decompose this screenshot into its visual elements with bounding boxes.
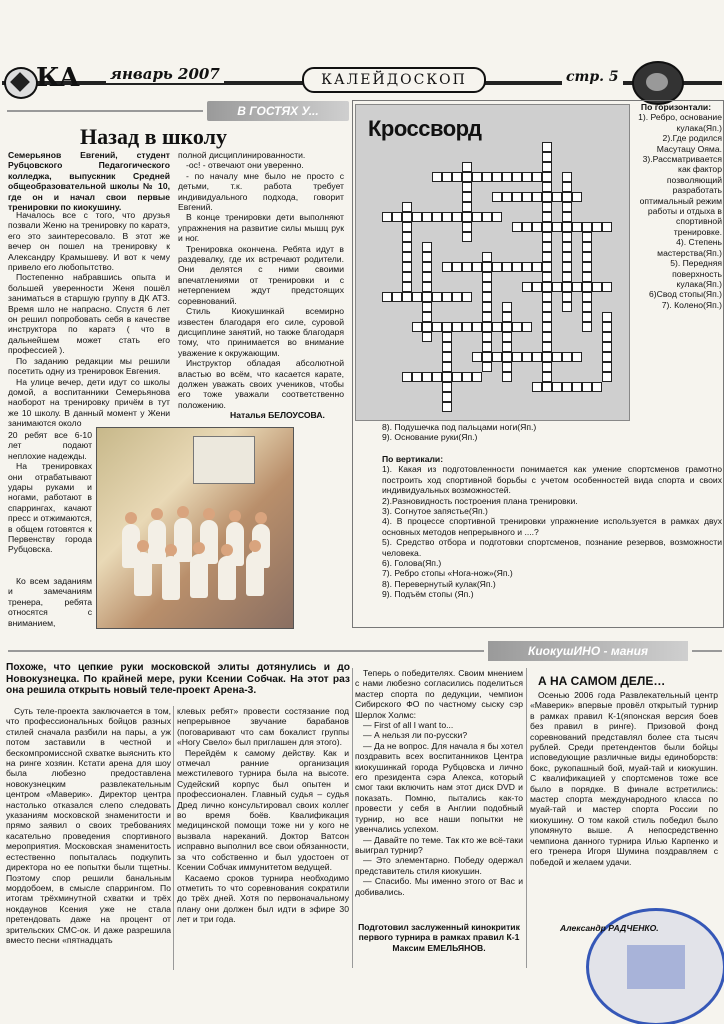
crossword-cell <box>472 262 482 272</box>
crossword-cell <box>402 232 412 242</box>
crossword-cell <box>502 302 512 312</box>
article1-col1 <box>8 210 170 429</box>
crossword-cell <box>582 232 592 242</box>
crossword-cell <box>522 282 532 292</box>
crossword-cell <box>462 192 472 202</box>
crossword-cell <box>402 252 412 262</box>
crossword-cell <box>482 322 492 332</box>
crossword-cell <box>562 272 572 282</box>
child-figure <box>165 544 177 556</box>
wall-poster <box>193 436 255 484</box>
crossword-cell <box>562 222 572 232</box>
crossword-cell <box>402 292 412 302</box>
child-figure <box>229 510 241 522</box>
crossword-cell <box>442 372 452 382</box>
clue: 8). Перевернутый кулак(Яп.) <box>382 578 496 589</box>
crossword-cell <box>442 212 452 222</box>
crossword-cell <box>462 212 472 222</box>
crossword-cell <box>542 322 552 332</box>
crossword-cell <box>422 252 432 262</box>
banner-mania: КиокушИНО - мания <box>488 641 688 661</box>
crossword-cell <box>542 182 552 192</box>
paragraph: — Давайте по теме. Так кто же всё-таки выиграл турнир? <box>355 834 523 855</box>
paragraph: На тренировках они отрабатывают удары руками и ногами, работают в спаррингах, качают пресс и отжимаются, в общем готовятся к Первенству города Рубцовска. <box>8 461 92 555</box>
clue: 6)Свод стопы(Яп.) <box>648 289 722 300</box>
crossword-cell <box>412 322 422 332</box>
crossword-cell <box>422 262 432 272</box>
article2-col1 <box>6 706 171 945</box>
crossword-cell <box>512 172 522 182</box>
crossword-cell <box>572 192 582 202</box>
article1-col1b <box>8 430 92 555</box>
crossword-cell <box>502 362 512 372</box>
section-name: КАЛЕЙДОСКОП <box>302 67 486 93</box>
crossword-cell <box>582 292 592 302</box>
crossword-cell <box>562 252 572 262</box>
crossword-cell <box>402 222 412 232</box>
crossword-cell <box>602 332 612 342</box>
child-figure <box>162 556 180 600</box>
article1-lead: Семерьянов Евгений, студент Рубцовского Педагогического колледжа, выпускник Средней общеобразовательной школы № 10, где он и начал свои первые тренировки по киокушину. <box>8 150 170 213</box>
crossword-cell <box>402 262 412 272</box>
crossword-cell <box>562 242 572 252</box>
crossword-cell <box>522 322 532 332</box>
crossword-cell <box>572 382 582 392</box>
crossword-cell <box>442 402 452 412</box>
crossword-cell <box>422 212 432 222</box>
crossword-cell <box>452 172 462 182</box>
crossword-cell <box>462 172 472 182</box>
crossword-cell <box>572 352 582 362</box>
crossword-cell <box>412 292 422 302</box>
child-figure <box>203 508 215 520</box>
crossword-cell <box>552 192 562 202</box>
article3-author: Александр РАДЧЕНКО. <box>560 923 659 933</box>
paragraph: полной дисциплинированности. <box>178 150 306 160</box>
article1-col1c <box>8 576 92 628</box>
crossword-cell <box>542 282 552 292</box>
child-figure <box>177 506 189 518</box>
issue-date: январь 2007 <box>106 65 224 83</box>
crossword-cell <box>562 302 572 312</box>
crossword-cell <box>562 232 572 242</box>
crossword-cell <box>562 262 572 272</box>
crossword-cell <box>452 322 462 332</box>
paragraph: По заданию редакции мы решили посетить одну из тренировок Евгения. <box>8 355 170 377</box>
crossword-cell <box>462 222 472 232</box>
crossword-cell <box>422 372 432 382</box>
crossword-cell <box>582 252 592 262</box>
child-figure <box>151 508 163 520</box>
crossword-cell <box>562 292 572 302</box>
crossword-grid <box>382 110 626 410</box>
crossword-cell <box>442 332 452 342</box>
crossword-cell <box>482 212 492 222</box>
crossword-cell <box>532 192 542 202</box>
clues-heading: По вертикали: <box>382 454 444 464</box>
paragraph: Перейдём к самому действу. Как и отмечал ранние организация межстилевого турнира была на высоте. Судейский корпус был опытен и профессионален. Главный судья – судья Дред лично консультировал своих коллег во время боёв. Квалификация медицинской помощи тоже ни у кого не вызвала нареканий. Доктор Ватсон исправно выполнил все свои обязанности, за что собственно и был удостоен от Ксении Собчак иммунитетом ведущей. <box>177 747 349 873</box>
crossword-cell <box>502 332 512 342</box>
crossword-cell <box>582 322 592 332</box>
crossword-cell <box>582 262 592 272</box>
crossword-cell <box>482 302 492 312</box>
crossword-cell <box>562 212 572 222</box>
crossword-cell <box>462 202 472 212</box>
crossword-horizontal-more <box>382 422 722 443</box>
clue: 5). Передняя поверхность кулака(Яп.) <box>670 258 722 289</box>
crossword-cell <box>402 202 412 212</box>
crossword-horizontal-clues <box>630 102 722 310</box>
article2-credit: Подготовил заслуженный кинокритик первого турнира в рамках правил К-1 Максим ЕМЕЛЬЯНОВ. <box>358 922 520 953</box>
clue: 4). В процессе спортивной тренировки упражнение используется в рамках двух основных методов непрерывного и ....? <box>382 516 722 537</box>
crossword-cell <box>542 172 552 182</box>
masthead <box>2 63 722 99</box>
crossword-cell <box>472 172 482 182</box>
clue: 4). Степень мастерства(Яп.) <box>657 237 722 258</box>
crossword-cell <box>422 302 432 312</box>
crossword-cell <box>562 382 572 392</box>
crossword-cell <box>502 342 512 352</box>
clue: 9). Основание руки(Яп.) <box>382 432 478 443</box>
crossword-cell <box>442 262 452 272</box>
crossword-cell <box>492 212 502 222</box>
crossword-cell <box>532 282 542 292</box>
clue: 7). Колено(Яп.) <box>661 299 722 310</box>
paragraph: Тренировка окончена. Ребята идут в раздевалку, где их встречают родители. Они делятся с ними своими впечатлениями от тренировки и с нетерпением ждут предстоящих соревнований. <box>178 243 344 306</box>
crossword-cell <box>542 382 552 392</box>
crossword-cell <box>542 202 552 212</box>
crossword-cell <box>542 212 552 222</box>
crossword-cell <box>442 322 452 332</box>
crossword-cell <box>512 222 522 232</box>
paragraph: Началось все с того, что друзья позвали Женю на тренировку по каратэ, его это заинтересовало. В этот же вечер он пошел на тренировку к Александру Крамышеву. И вот к чему привело его любопытство. <box>8 210 170 273</box>
crossword-cell <box>542 292 552 302</box>
crossword-cell <box>542 242 552 252</box>
article3-body <box>530 690 718 867</box>
crossword-cell <box>522 262 532 272</box>
crossword-cell <box>602 372 612 382</box>
crossword-cell <box>442 172 452 182</box>
child-figure <box>255 512 267 524</box>
crossword-cell <box>542 272 552 282</box>
paragraph: 20 ребят все 6-10 лет подают неплохие надежды. <box>8 430 92 461</box>
paragraph: — А нельзя ли по-русски? <box>363 730 468 741</box>
crossword-cell <box>432 322 442 332</box>
crossword-cell <box>582 222 592 232</box>
paragraph: клевых ребят» провести состязание под непрерывное звучание барабанов (поговаривают что сам бокалист группы «Ногу Свело» был приглашен для этого). <box>177 706 349 748</box>
crossword-cell <box>542 362 552 372</box>
crossword-cell <box>522 352 532 362</box>
mascot-icon <box>632 61 684 105</box>
paragraph: — First of all I want to... <box>363 720 454 731</box>
crossword-cell <box>432 292 442 302</box>
paragraph: Осенью 2006 года Развлекательный центр «Маверик» впервые провёл открытый турнир в рамках правил К-1(японская версия боев без правил в ринге). Призовой фонд соревнований представлял более ста тысяч рублей. Среди претендентов были бойцы исповедующие различные виды единоборств: бокс, рукопашный бой, муай-тай и киокушин. С квалификацией у спортсменов тоже все было в порядке. В финале встретились: мастер спорта международного класса по муай-тай и мастер спорта России по киокушину. О том какой стиль победил было упомянуто выше. А непосредственно чемпиона данного турнира Илью Карпенко и его тренера Игоря Шумина поздравляем с победой и желаем удачи. <box>530 690 718 867</box>
crossword-cell <box>512 262 522 272</box>
crossword-cell <box>552 352 562 362</box>
crossword-cell <box>482 272 492 282</box>
crossword-cell <box>472 352 482 362</box>
paragraph: На улице вечер, дети идут со школы домой, а воспитанники Семерьянова наоборот на тренировку причём в тут же 10 школу. В данный момент у Жени занимаются около <box>8 376 170 429</box>
crossword-cell <box>472 372 482 382</box>
crossword-cell <box>532 222 542 232</box>
crossword-cell <box>542 342 552 352</box>
article2-col2 <box>177 706 349 925</box>
crossword-cell <box>582 302 592 312</box>
crossword-cell <box>582 312 592 322</box>
child-figure <box>193 542 205 554</box>
clue: 8). Подушечка под пальцами ноги(Яп.) <box>382 422 537 432</box>
crossword-cell <box>522 192 532 202</box>
crossword-cell <box>532 172 542 182</box>
crossword-cell <box>452 212 462 222</box>
crossword-cell <box>402 242 412 252</box>
crossword-cell <box>382 212 392 222</box>
paragraph: Теперь о победителях. Своим мнением с нами любезно согласились поделиться мастер спорта по дедукции, чемпион Сибирского ФО по частному сыску сэр Шерлок Холмс: <box>355 668 523 720</box>
paragraph: — Да не вопрос. Для начала я бы хотел поздравить всех воспитанников Центра киокушинкай города Рубцовска и лично его президента сэра Алекса, который смог таки включить нам этот диск DVD и показать. Помню, пытались как-то провести у себя в Англии подобный турнир, но все наши попытки не увенчались успехом. <box>355 740 523 835</box>
crossword-cell <box>462 182 472 192</box>
crossword-cell <box>432 172 442 182</box>
crossword-cell <box>542 332 552 342</box>
crossword-cell <box>602 282 612 292</box>
crossword-cell <box>462 232 472 242</box>
crossword-cell <box>402 282 412 292</box>
clue: 7). Ребро стопы «Нога-нож»(Яп.) <box>382 568 513 579</box>
article2-col3 <box>355 668 523 897</box>
crossword-cell <box>552 282 562 292</box>
crossword-cell <box>532 382 542 392</box>
child-figure <box>125 512 137 524</box>
crossword-cell <box>492 172 502 182</box>
crossword-cell <box>542 162 552 172</box>
crossword-cell <box>422 292 432 302</box>
child-figure <box>190 554 208 598</box>
clue: 1). Какая из подготовленности понимается как умение спортсменов грамотно построить ход спортивной борьбы с учетом особенностей вида спорта и своих индивидуальных возможностей. <box>382 464 722 496</box>
crossword-cell <box>502 192 512 202</box>
crossword-cell <box>482 172 492 182</box>
crossword-cell <box>392 292 402 302</box>
crossword-cell <box>412 372 422 382</box>
paragraph: — Спасибо. Мы именно этого от Вас и добивались. <box>355 876 523 897</box>
crossword-cell <box>582 242 592 252</box>
crossword-cell <box>472 212 482 222</box>
crossword-cell <box>492 262 502 272</box>
clue: 5). Средство отбора и подготовки спортсменов, познание резервов, возможности человека. <box>382 537 722 558</box>
child-figure <box>218 556 236 600</box>
crossword-cell <box>542 262 552 272</box>
crossword-cell <box>482 332 492 342</box>
child-figure <box>137 540 149 552</box>
paragraph: Инструктор обладая абсолютной властью во всём, что касается карате, должен уважать своих учеников, чтобы его тоже уважали соответственно положению. <box>178 358 344 410</box>
paragraph: В конце тренировки дети выполняют упражнения на развитие силы мышц рук и ног. <box>178 212 344 244</box>
crossword-cell <box>472 322 482 332</box>
crossword-cell <box>542 192 552 202</box>
crossword-cell <box>482 352 492 362</box>
crossword-cell <box>512 192 522 202</box>
crossword-cell <box>452 372 462 382</box>
crossword-cell <box>452 262 462 272</box>
paragraph: Ко всем заданиям и замечаниям тренера, ребята относятся с вниманием, <box>8 576 92 628</box>
crossword-cell <box>522 222 532 232</box>
crossword-cell <box>502 172 512 182</box>
crossword-cell <box>542 152 552 162</box>
crossword-cell <box>382 292 392 302</box>
article2-lead: Похоже, что цепкие руки московской элиты дотянулись и до Новокузнецка. По крайней мере, руки Ксении Собчак. На этот раз она решила открыть новый теле-проект Арена-3. <box>6 662 350 697</box>
article1-title: Назад в школу <box>80 124 227 149</box>
paragraph: Постепенно набравшись опыта и большей уверенности Женя пошёл заниматься в старшую группу в ДК АТЗ. Время шло не напрасно. Спустя 6 лет он решил попробовать себя в качестве инструктора по каратэ ( что в дальнейшем может стать его профессией ). <box>8 272 170 356</box>
paragraph: - по началу мне было не просто с детьми, т.к. работа требует индивидуального подхода, говорит Евгений. <box>178 170 344 213</box>
crossword-cell <box>482 262 492 272</box>
logo-text: КА <box>36 63 79 93</box>
paragraph: Касаемо сроков турнира необходимо отметить то что соревнования сократили до трёх дней. Хотя по первоначальному плану они должен был идти в эфире 30 лет и три года. <box>177 872 349 925</box>
crossword-cell <box>422 312 432 322</box>
crossword-cell <box>542 372 552 382</box>
crossword-cell <box>562 202 572 212</box>
crossword-cell <box>572 282 582 292</box>
logo <box>4 63 90 97</box>
crossword-cell <box>542 252 552 262</box>
crossword-cell <box>562 352 572 362</box>
crossword-cell <box>462 322 472 332</box>
crossword-cell <box>562 282 572 292</box>
page-number: стр. 5 <box>562 69 623 85</box>
column-divider <box>173 706 174 970</box>
crossword-cell <box>432 212 442 222</box>
crossword-cell <box>422 242 432 252</box>
crossword-cell <box>502 322 512 332</box>
crossword-cell <box>602 352 612 362</box>
crossword-cell <box>392 212 402 222</box>
crossword-cell <box>522 172 532 182</box>
crossword-cell <box>532 352 542 362</box>
child-figure <box>174 518 192 562</box>
crossword-cell <box>462 372 472 382</box>
crossword-cell <box>592 282 602 292</box>
article1-col2 <box>178 150 344 410</box>
crossword-cell <box>492 192 502 202</box>
group-photo <box>96 427 294 629</box>
crossword-cell <box>442 352 452 362</box>
crossword-cell <box>602 222 612 232</box>
article1-author: Наталья БЕЛОУСОВА. <box>230 410 325 420</box>
logo-icon <box>4 67 38 99</box>
crossword-cell <box>482 312 492 322</box>
crossword-cell <box>572 222 582 232</box>
paragraph: Стиль Киокушинкай всемирно известен благодаря его силе, суровой дисциплине занятий, но также благодаря тому, что принимается во внимание уважение к окружающим. <box>178 306 344 358</box>
paragraph: -ос! - отвечают они уверенно. <box>186 160 304 171</box>
clue: 2).Где родился Масутацу Ояма. <box>656 133 722 154</box>
crossword-cell <box>542 142 552 152</box>
crossword-cell <box>562 182 572 192</box>
crossword-cell <box>602 362 612 372</box>
crossword-cell <box>562 172 572 182</box>
crossword-cell <box>482 252 492 262</box>
crossword-cell <box>492 322 502 332</box>
clue: 1). Ребро, основание кулака(Яп.) <box>638 112 722 133</box>
paragraph: Суть теле-проекта заключается в том, что профессиональных бойцов разных стилей сначала разбили на пары, а уж потом заставили в честной и бескомпромиссной схватке выяснить кто на ринге хозяин. Кстати арена для шоу была любезно предоставлена новокузнецким развлекательным центром «Маверик». Директор центра настолько отказался слепо следовать указаниям московской знаменитости и прямо заявил о своих требованиях касательно проведения спортивного мероприятия. Московская знаменитость естественно попыталась подкупить директора но ее попытки были тщетны. Поэтому спор решили банальным мордобоем, в смысле спаррингом. По итогам трёхминутной схватки и трёх нокдаунов Ксения уже не стала претендовать даже на процент от зрительских СМС-ок. И даже разрешила вместо песни «пятнадцать <box>6 706 171 945</box>
clues-heading: По горизонтали: <box>640 102 712 112</box>
crossword-cell <box>442 292 452 302</box>
crossword-cell <box>602 312 612 322</box>
crossword-cell <box>402 372 412 382</box>
crossword-cell <box>502 352 512 362</box>
crossword-cell <box>542 302 552 312</box>
crossword-cell <box>542 312 552 322</box>
crossword-cell <box>462 162 472 172</box>
crossword-cell <box>422 272 432 282</box>
crossword-cell <box>452 292 462 302</box>
crossword-cell <box>482 342 492 352</box>
crossword-cell <box>582 272 592 282</box>
crossword-cell <box>602 322 612 332</box>
crossword-cell <box>502 312 512 322</box>
child-figure <box>246 552 264 596</box>
crossword-cell <box>422 322 432 332</box>
crossword-cell <box>442 382 452 392</box>
crossword-cell <box>592 382 602 392</box>
paragraph: — Это элементарно. Победу одержал представитель стиля киокушин. <box>355 855 523 876</box>
crossword-cell <box>422 282 432 292</box>
clue: 9). Подъём стопы (Яп.) <box>382 589 474 600</box>
crossword-cell <box>592 222 602 232</box>
child-figure <box>221 544 233 556</box>
crossword-cell <box>532 262 542 272</box>
crossword-cell <box>552 382 562 392</box>
crossword-cell <box>462 292 472 302</box>
column-divider <box>352 668 353 968</box>
crossword-cell <box>432 372 442 382</box>
crossword-cell <box>552 222 562 232</box>
clue: 3). Согнутое запястье(Яп.) <box>382 506 488 517</box>
crossword-cell <box>582 282 592 292</box>
crossword-cell <box>422 332 432 342</box>
crossword-cell <box>482 292 492 302</box>
crossword-cell <box>512 322 522 332</box>
crossword-cell <box>442 392 452 402</box>
crossword-cell <box>582 382 592 392</box>
clue: 3).Рассматривается как фактор позволяющий разработать оптимальный режим работы и отдыха в спортивной тренировке. <box>639 154 722 237</box>
clue: 6). Голова(Яп.) <box>382 558 442 569</box>
crossword-cell <box>492 352 502 362</box>
crossword-cell <box>482 362 492 372</box>
crossword-cell <box>542 232 552 242</box>
article3-title: А НА САМОМ ДЕЛЕ… <box>538 674 666 688</box>
banner-guest: В ГОСТЯХ У... <box>207 101 349 121</box>
child-figure <box>134 552 152 596</box>
crossword-cell <box>402 212 412 222</box>
crossword-vertical-clues <box>382 454 722 600</box>
clue: 2).Разновидность построения плана тренировки. <box>382 495 578 506</box>
crossword-cell <box>562 192 572 202</box>
crossword-cell <box>502 262 512 272</box>
crossword-cell <box>462 262 472 272</box>
crossword-cell <box>442 342 452 352</box>
crossword-cell <box>412 212 422 222</box>
crossword-cell <box>602 342 612 352</box>
crossword-cell <box>512 352 522 362</box>
crossword-cell <box>482 282 492 292</box>
child-figure <box>249 540 261 552</box>
crossword-cell <box>442 362 452 372</box>
crossword-title: Кроссворд <box>368 116 482 141</box>
crossword-cell <box>542 222 552 232</box>
crossword-cell <box>542 352 552 362</box>
column-divider <box>526 668 527 968</box>
crossword-cell <box>402 272 412 282</box>
crossword-cell <box>502 372 512 382</box>
